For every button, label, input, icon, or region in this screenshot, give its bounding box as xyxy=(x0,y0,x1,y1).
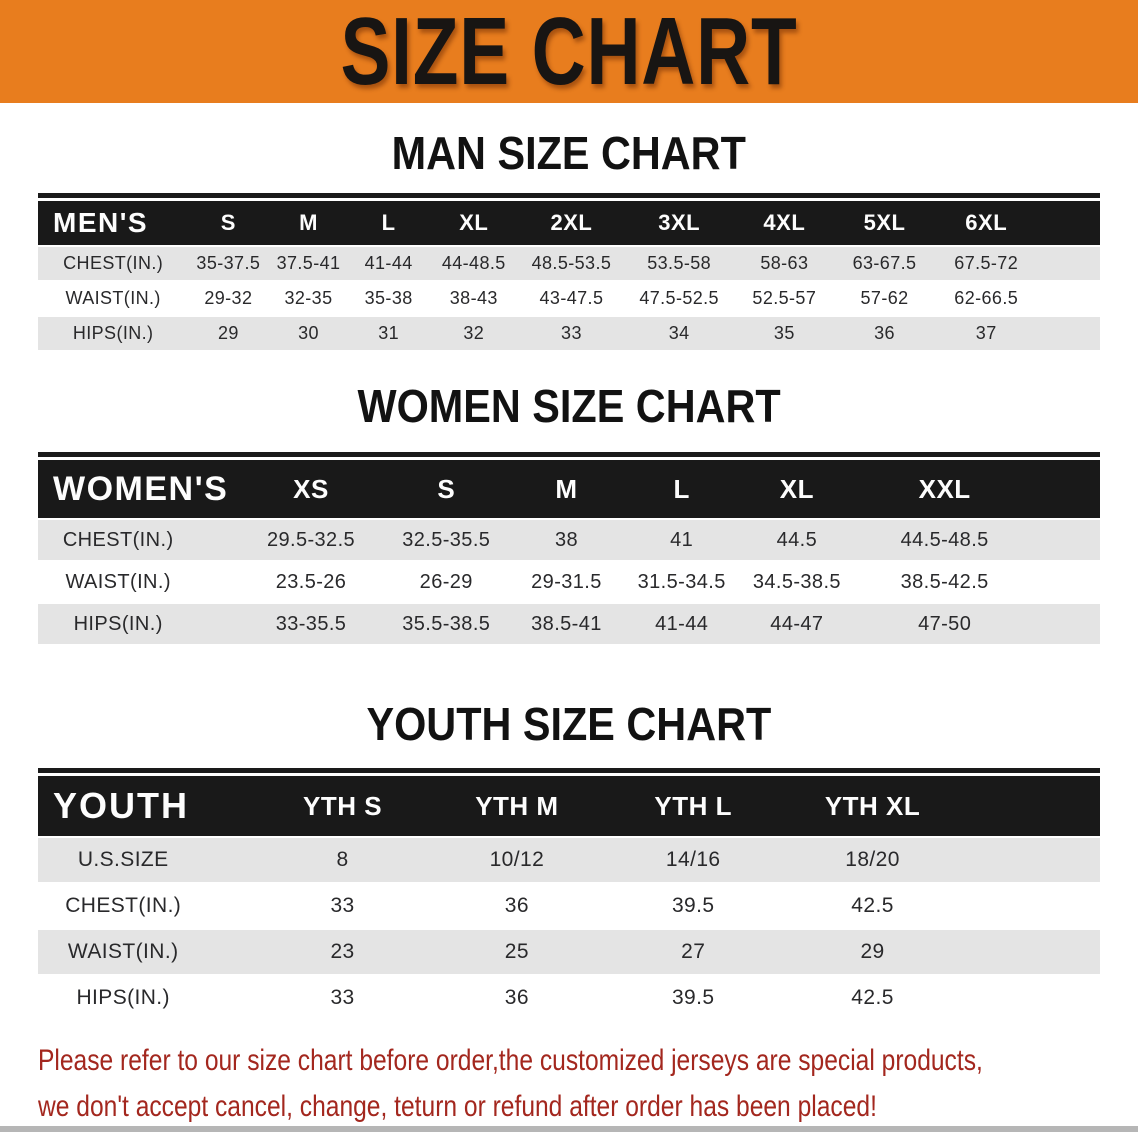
spacer-cell xyxy=(1035,604,1100,644)
cell: 44.5-48.5 xyxy=(854,520,1034,560)
disclaimer-line-1: Please refer to our size chart before order,the customized jerseys are special products, xyxy=(38,1044,983,1077)
cell: 38-43 xyxy=(429,282,519,315)
cell: 37 xyxy=(935,317,1038,350)
table-header-row xyxy=(38,201,1100,245)
column-header: YTH M xyxy=(429,776,605,836)
row-label: CHEST(IN.) xyxy=(38,520,238,560)
table-row xyxy=(38,562,1100,602)
spacer-cell xyxy=(1038,317,1100,350)
cell: 27 xyxy=(605,930,781,974)
cell: 25 xyxy=(429,930,605,974)
cell: 31.5-34.5 xyxy=(624,562,739,602)
cell: 41 xyxy=(624,520,739,560)
spacer-cell xyxy=(964,838,1100,882)
cell: 31 xyxy=(349,317,429,350)
table-row xyxy=(38,520,1100,560)
column-header: XL xyxy=(429,201,519,245)
cell: 32.5-35.5 xyxy=(384,520,509,560)
table-title-cell: YOUTH xyxy=(38,776,256,836)
cell: 34 xyxy=(624,317,734,350)
table-row xyxy=(38,930,1100,974)
table-title-cell: MEN'S xyxy=(38,201,188,245)
cell: 52.5-57 xyxy=(734,282,834,315)
row-label: HIPS(IN.) xyxy=(38,976,256,1020)
womens-size-table xyxy=(38,458,1100,646)
table-header-row xyxy=(38,776,1100,836)
column-header: XXL xyxy=(854,460,1034,518)
man-section-heading xyxy=(0,127,1138,179)
cell: 53.5-58 xyxy=(624,247,734,280)
cell: 35.5-38.5 xyxy=(384,604,509,644)
cell: 39.5 xyxy=(605,884,781,928)
column-header: XL xyxy=(739,460,854,518)
cell: 44-48.5 xyxy=(429,247,519,280)
youth-section-heading-text: YOUTH SIZE CHART xyxy=(366,698,772,750)
cell: 29 xyxy=(781,930,963,974)
cell: 33 xyxy=(256,976,428,1020)
row-label: CHEST(IN.) xyxy=(38,884,256,928)
table-title-cell: WOMEN'S xyxy=(38,460,238,518)
mens-table-wrap xyxy=(38,193,1100,352)
column-header: YTH L xyxy=(605,776,781,836)
table-row xyxy=(38,884,1100,928)
spacer-cell xyxy=(964,776,1100,836)
cell: 47-50 xyxy=(854,604,1034,644)
cell: 35 xyxy=(734,317,834,350)
cell: 26-29 xyxy=(384,562,509,602)
column-header: XS xyxy=(238,460,383,518)
cell: 36 xyxy=(429,884,605,928)
cell: 42.5 xyxy=(781,976,963,1020)
cell: 37.5-41 xyxy=(268,247,348,280)
cell: 44-47 xyxy=(739,604,854,644)
cell: 33 xyxy=(256,884,428,928)
cell: 67.5-72 xyxy=(935,247,1038,280)
cell: 36 xyxy=(429,976,605,1020)
spacer-cell xyxy=(1038,247,1100,280)
cell: 38 xyxy=(509,520,624,560)
page-title: SIZE CHART xyxy=(340,0,798,105)
cell: 57-62 xyxy=(834,282,934,315)
cell: 36 xyxy=(834,317,934,350)
cell: 33 xyxy=(519,317,624,350)
column-header: L xyxy=(349,201,429,245)
women-section-heading xyxy=(0,380,1138,432)
cell: 38.5-41 xyxy=(509,604,624,644)
table-row xyxy=(38,317,1100,350)
spacer-cell xyxy=(964,976,1100,1020)
column-header: M xyxy=(509,460,624,518)
cell: 32-35 xyxy=(268,282,348,315)
cell: 63-67.5 xyxy=(834,247,934,280)
row-label: WAIST(IN.) xyxy=(38,562,238,602)
cell: 44.5 xyxy=(739,520,854,560)
cell: 48.5-53.5 xyxy=(519,247,624,280)
cell: 29-31.5 xyxy=(509,562,624,602)
cell: 29.5-32.5 xyxy=(238,520,383,560)
column-header: S xyxy=(384,460,509,518)
column-header: L xyxy=(624,460,739,518)
youth-table-wrap xyxy=(38,768,1100,1022)
table-row xyxy=(38,282,1100,315)
cell: 43-47.5 xyxy=(519,282,624,315)
column-header: 4XL xyxy=(734,201,834,245)
cell: 42.5 xyxy=(781,884,963,928)
cell: 23.5-26 xyxy=(238,562,383,602)
row-label: CHEST(IN.) xyxy=(38,247,188,280)
cell: 29-32 xyxy=(188,282,268,315)
table-row xyxy=(38,247,1100,280)
disclaimer-text xyxy=(38,1038,1138,1130)
footer-divider xyxy=(0,1126,1138,1132)
spacer-cell xyxy=(964,884,1100,928)
row-label: HIPS(IN.) xyxy=(38,604,238,644)
spacer-cell xyxy=(1038,201,1100,245)
column-header: 3XL xyxy=(624,201,734,245)
cell: 62-66.5 xyxy=(935,282,1038,315)
youth-section-heading xyxy=(0,698,1138,750)
table-row xyxy=(38,976,1100,1020)
cell: 39.5 xyxy=(605,976,781,1020)
disclaimer-line-2: we don't accept cancel, change, teturn or refund after order has been placed! xyxy=(38,1090,877,1123)
column-header: 2XL xyxy=(519,201,624,245)
row-label: U.S.SIZE xyxy=(38,838,256,882)
column-header: S xyxy=(188,201,268,245)
spacer-cell xyxy=(1035,562,1100,602)
cell: 10/12 xyxy=(429,838,605,882)
spacer-cell xyxy=(1035,520,1100,560)
cell: 58-63 xyxy=(734,247,834,280)
spacer-cell xyxy=(1038,282,1100,315)
youth-size-table xyxy=(38,774,1100,1022)
cell: 8 xyxy=(256,838,428,882)
cell: 18/20 xyxy=(781,838,963,882)
cell: 41-44 xyxy=(349,247,429,280)
column-header: 5XL xyxy=(834,201,934,245)
column-header: YTH S xyxy=(256,776,428,836)
row-label: WAIST(IN.) xyxy=(38,930,256,974)
table-row xyxy=(38,838,1100,882)
table-row xyxy=(38,604,1100,644)
spacer-cell xyxy=(1035,460,1100,518)
column-header: 6XL xyxy=(935,201,1038,245)
row-label: WAIST(IN.) xyxy=(38,282,188,315)
cell: 33-35.5 xyxy=(238,604,383,644)
cell: 29 xyxy=(188,317,268,350)
cell: 34.5-38.5 xyxy=(739,562,854,602)
cell: 35-37.5 xyxy=(188,247,268,280)
cell: 32 xyxy=(429,317,519,350)
row-label: HIPS(IN.) xyxy=(38,317,188,350)
table-header-row xyxy=(38,460,1100,518)
cell: 38.5-42.5 xyxy=(854,562,1034,602)
spacer-cell xyxy=(964,930,1100,974)
man-section-heading-text: MAN SIZE CHART xyxy=(391,127,747,179)
cell: 47.5-52.5 xyxy=(624,282,734,315)
column-header: M xyxy=(268,201,348,245)
cell: 35-38 xyxy=(349,282,429,315)
cell: 23 xyxy=(256,930,428,974)
mens-size-table xyxy=(38,199,1100,352)
womens-table-wrap xyxy=(38,452,1100,646)
column-header: YTH XL xyxy=(781,776,963,836)
cell: 14/16 xyxy=(605,838,781,882)
cell: 30 xyxy=(268,317,348,350)
title-banner xyxy=(0,0,1138,103)
women-section-heading-text: WOMEN SIZE CHART xyxy=(357,380,781,432)
cell: 41-44 xyxy=(624,604,739,644)
